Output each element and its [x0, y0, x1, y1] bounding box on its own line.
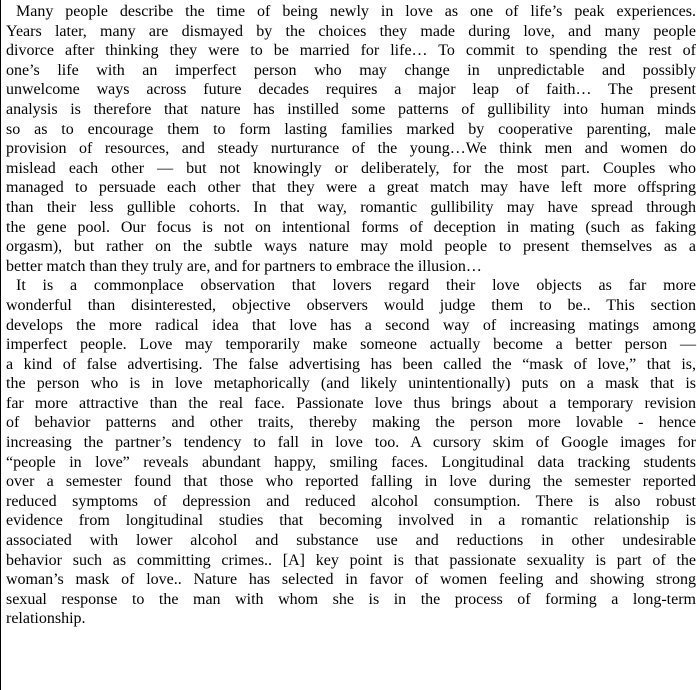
text-line: imperfect people. Love may temporarily make someone actually become a better person —: [6, 336, 696, 354]
text-line: analysis is therefore that nature has instilled some patterns of gullibility into human minds: [6, 100, 696, 118]
text-line: one’s life with an imperfect person who may change in unpredictable and possibly: [6, 61, 696, 79]
text-line: It is a commonplace observation that lovers regard their love objects as far more: [16, 277, 696, 295]
text-line: mislead each other — but not knowingly or deliberately, for the most part. Couples who: [6, 159, 696, 177]
text-line: behavior such as committing crimes.. [A] key point is that passionate sexuality is part of the: [6, 551, 696, 569]
text-line: than their less gullible cohorts. In that way, romantic gullibility may have spread through: [6, 198, 696, 216]
text-line: relationship.: [6, 610, 86, 628]
text-line: divorce after thinking they were to be married for life… To commit to spending the rest of: [6, 42, 696, 60]
text-line: better match than they truly are, and for partners to embrace the illusion…: [6, 257, 482, 275]
text-line: the gene pool. Our focus is not on intentional forms of deception in mating (such as faking: [6, 218, 696, 236]
text-line: “people in love” reveals abundant happy, smiling faces. Longitudinal data tracking students: [6, 453, 696, 471]
text-line: unwelcome ways across future decades requires a major leap of faith… The present: [6, 81, 696, 99]
passage-text: [6, 2, 696, 629]
text-line: increasing the partner’s tendency to fall in love too. A cursory skim of Google images for: [6, 434, 696, 452]
text-line: Years later, many are dismayed by the choices they made during love, and many people: [6, 22, 696, 40]
text-line: far more attractive than the real face. Passionate love thus brings about a temporary revision: [6, 394, 696, 412]
text-line: wonderful than disinterested, objective observers would judge them to be.. This section: [6, 296, 696, 314]
text-line: woman’s mask of love.. Nature has selected in favor of women feeling and showing strong: [6, 571, 696, 589]
text-line: reduced symptoms of depression and reduced alcohol consumption. There is also robust: [6, 492, 696, 510]
text-line: over a semester found that those who reported falling in love during the semester reported: [6, 473, 696, 491]
text-line: provision of resources, and steady nurturance of the young…We think men and women do: [6, 140, 696, 158]
text-line: managed to persuade each other that they were a great match may have left more offspring: [6, 179, 696, 197]
paragraph-2: [6, 276, 696, 629]
text-line: orgasm), but rather on the subtle ways nature may mold people to present themselves as a: [6, 238, 696, 256]
text-line: sexual response to the man with whom she is in the process of forming a long-term: [6, 590, 696, 608]
text-line: Many people describe the time of being newly in love as one of life’s peak experiences.: [16, 3, 696, 20]
text-line: a kind of false advertising. The false advertising has been called the “mask of love,” that is,: [6, 355, 696, 373]
text-line: develops the more radical idea that love has a second way of increasing matings among: [6, 316, 696, 334]
text-line: so as to encourage them to form lasting families marked by cooperative parenting, male: [6, 120, 696, 138]
text-line: evidence from longitudinal studies that becoming involved in a romantic relationship is: [6, 512, 696, 530]
text-line: associated with lower alcohol and substance use and reductions in other undesirable: [6, 532, 696, 550]
paragraph-1: [6, 2, 696, 276]
text-line: the person who is in love metaphorically (and likely unintentionally) puts on a mask that is: [6, 375, 696, 393]
text-line: of behavior patterns and other traits, thereby making the person more lovable - hence: [6, 414, 696, 432]
